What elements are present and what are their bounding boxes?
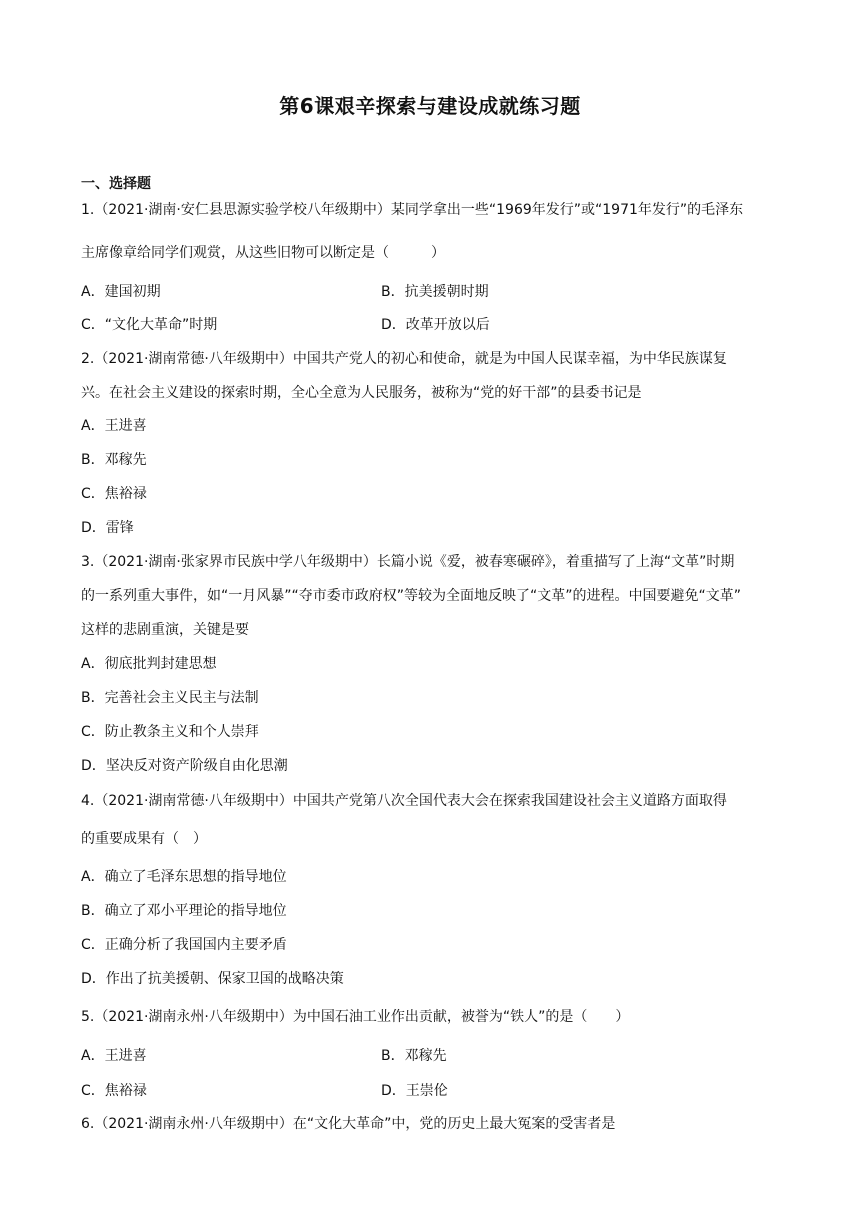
question-2-option-d: D．雷锋 — [81, 520, 134, 536]
question-3-text-cont: 的一系列重大事件，如“一月风暴”“夺市委市政府权”等较为全面地反映了“文革”的进程。中国要避免“文革” — [81, 588, 742, 604]
question-5-option-a: A．王进喜 — [81, 1048, 147, 1064]
question-4-option-a: A．确立了毛泽东思想的指导地位 — [81, 869, 287, 885]
question-3-option-b: B．完善社会主义民主与法制 — [81, 690, 259, 706]
question-4-text: 4.（2021·湖南常德·八年级期中）中国共产党第八次全国代表大会在探索我国建设社会主义道路方面取得 — [81, 793, 727, 809]
question-6-text: 6.（2021·湖南永州·八年级期中）在“文化大革命”中，党的历史上最大冤案的受害者是 — [81, 1116, 616, 1132]
question-5-option-b: B．邓稼先 — [381, 1048, 447, 1064]
question-1-option-b: B．抗美援朝时期 — [381, 284, 489, 300]
question-2-text-cont: 兴。在社会主义建设的探索时期，全心全意为人民服务，被称为“党的好干部”的县委书记是 — [81, 385, 642, 401]
question-3-option-a: A．彻底批判封建思想 — [81, 656, 217, 672]
question-5-text: 5.（2021·湖南永州·八年级期中）为中国石油工业作出贡献，被誉为“铁人”的是（ ） — [81, 1009, 630, 1025]
question-4-option-d: D．作出了抗美援朝、保家卫国的战略决策 — [81, 971, 344, 987]
question-5-option-c: C．焦裕禄 — [81, 1083, 147, 1099]
question-2-option-c: C．焦裕禄 — [81, 486, 147, 502]
question-3-option-d: D．坚决反对资产阶级自由化思潮 — [81, 758, 288, 774]
question-4-text-cont: 的重要成果有（ ） — [81, 831, 207, 847]
question-4-option-c: C．正确分析了我国国内主要矛盾 — [81, 937, 287, 953]
question-1-option-d: D．改革开放以后 — [381, 317, 490, 333]
question-2-option-a: A．王进喜 — [81, 418, 147, 434]
question-1-option-a: A．建国初期 — [81, 284, 161, 300]
question-1-text-cont: 主席像章给同学们观赏，从这些旧物可以断定是（ ） — [81, 245, 445, 261]
question-3-option-c: C．防止教条主义和个人崇拜 — [81, 724, 259, 740]
page-title: 第6课艰辛探索与建设成就练习题 — [279, 94, 581, 118]
question-2-text: 2.（2021·湖南常德·八年级期中）中国共产党人的初心和使命，就是为中国人民谋幸福，为中华民族谋复 — [81, 351, 727, 367]
question-1-option-c: C．“文化大革命”时期 — [81, 317, 218, 333]
section-heading: 一、选择题 — [81, 176, 151, 192]
question-4-option-b: B．确立了邓小平理论的指导地位 — [81, 903, 287, 919]
question-2-option-b: B．邓稼先 — [81, 452, 147, 468]
question-3-text-cont-2: 这样的悲剧重演，关键是要 — [81, 622, 249, 638]
question-3-text: 3.（2021·湖南·张家界市民族中学八年级期中）长篇小说《爱，被春寒碾碎》，着重描写了上海“文革”时期 — [81, 554, 735, 570]
question-1-text: 1.（2021·湖南·安仁县思源实验学校八年级期中）某同学拿出一些“1969年发行”或“1971年发行”的毛泽东 — [81, 202, 744, 218]
question-5-option-d: D．王崇伦 — [381, 1083, 448, 1099]
